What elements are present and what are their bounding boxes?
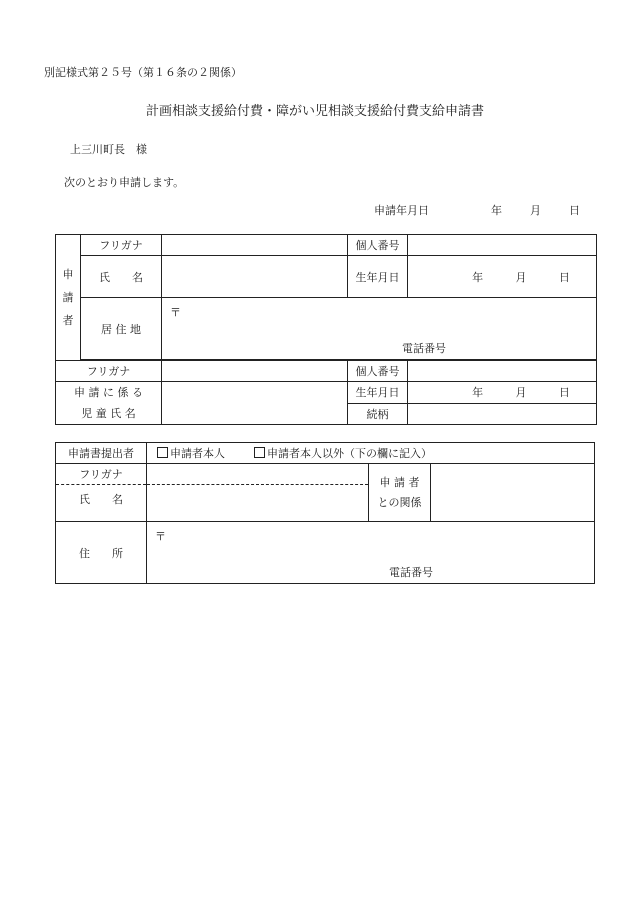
- option-other[interactable]: 申請者本人以外（下の欄に記入）: [254, 447, 432, 460]
- applicant-furigana-field[interactable]: [162, 235, 348, 256]
- applicant-name-field[interactable]: [162, 256, 348, 298]
- submitter-furigana-label: フリガナ: [56, 464, 147, 485]
- relation-field[interactable]: [431, 464, 595, 522]
- relationship-field[interactable]: [408, 403, 597, 425]
- option-self[interactable]: 申請者本人: [157, 447, 225, 460]
- applicant-my-number-label: 個人番号: [348, 235, 408, 256]
- apply-day: 日: [569, 204, 580, 217]
- child-name-label: 申 請 に 係 る 児 童 氏 名: [56, 382, 162, 425]
- submitter-address-label: 住 所: [56, 522, 147, 584]
- apply-date-label: 申請年月日: [374, 204, 429, 217]
- submitter-label: 申請書提出者: [56, 443, 147, 464]
- child-furigana-field[interactable]: [162, 361, 348, 382]
- addressee: 上三川町長 様: [70, 143, 147, 156]
- submitter-options: [147, 443, 595, 464]
- apply-year: 年: [491, 204, 502, 217]
- applicant-name-label: 氏 名: [81, 256, 162, 298]
- submitter-name-label: 氏 名: [56, 485, 147, 522]
- applicant-birthdate-label: 生年月日: [348, 256, 408, 298]
- applicant-table: [55, 234, 597, 425]
- child-name-field[interactable]: [162, 382, 348, 425]
- applicant-birthdate-field[interactable]: 年 月 日: [408, 256, 597, 298]
- child-furigana-label: フリガナ: [56, 361, 162, 382]
- relationship-label: 続柄: [348, 403, 408, 425]
- child-birthdate-field[interactable]: 年 月 日: [408, 382, 597, 404]
- checkbox-icon[interactable]: [254, 447, 265, 458]
- child-my-number-label: 個人番号: [348, 361, 408, 382]
- relation-label: 申 請 者 との関係: [369, 464, 431, 522]
- applicant-address-label: 居 住 地: [81, 298, 162, 360]
- applicant-phone-label: 電話番号: [402, 342, 446, 355]
- postal-mark: 〒: [155, 530, 166, 543]
- child-birthdate-label: 生年月日: [348, 382, 408, 404]
- submitter-table: [55, 442, 595, 584]
- postal-mark: 〒: [170, 306, 181, 319]
- page-title: 計画相談支援給付費・障がい児相談支援給付費支給申請書: [145, 104, 484, 119]
- apply-date-line: [374, 205, 580, 216]
- applicant-furigana-label: フリガナ: [81, 235, 162, 256]
- applicant-address-field[interactable]: [162, 298, 597, 360]
- applicant-my-number-field[interactable]: [408, 235, 597, 256]
- apply-month: 月: [530, 204, 541, 217]
- child-my-number-field[interactable]: [408, 361, 597, 382]
- intro-text: 次のとおり申請します。: [64, 176, 185, 189]
- submitter-name-field[interactable]: [147, 485, 369, 522]
- submitter-furigana-field[interactable]: [147, 464, 369, 485]
- submitter-phone-label: 電話番号: [389, 566, 433, 579]
- checkbox-icon[interactable]: [157, 447, 168, 458]
- applicant-section-label: 申 請 者: [56, 235, 81, 361]
- submitter-address-field[interactable]: [147, 522, 595, 584]
- form-number: 別記様式第２５号（第１６条の２関係）: [44, 66, 242, 79]
